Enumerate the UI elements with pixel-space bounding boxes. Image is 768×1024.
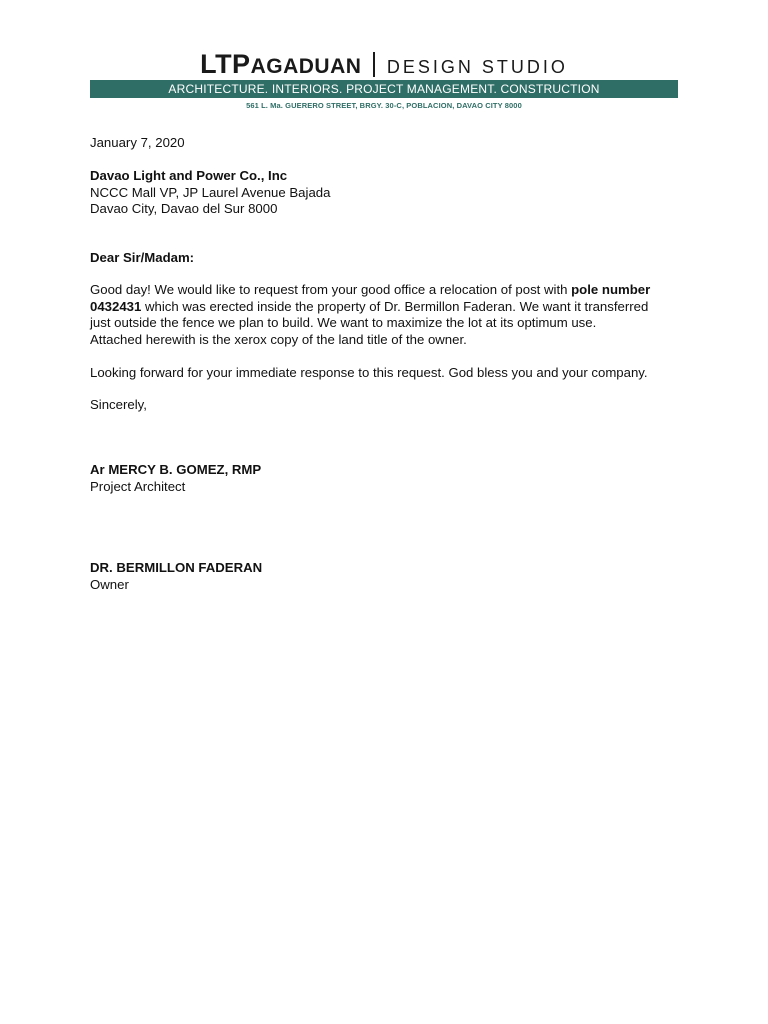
- paragraph-1-line-2: [90, 299, 690, 316]
- paragraph-1-line-3: just outside the fence we plan to build. We want to maximize the lot at its optimum use.: [90, 315, 597, 330]
- pole-number-label: pole number: [571, 282, 651, 297]
- signatory-1-title: Project Architect: [90, 478, 186, 494]
- signatory-2: [90, 560, 690, 593]
- paragraph-1-line-4: Attached herewith is the xerox copy of the land title of the owner.: [90, 331, 467, 347]
- paragraph-1: [90, 282, 690, 348]
- company-address: 561 L. Ma. GUERERO STREET, BRGY. 30-C, POBLACION, DAVAO CITY 8000: [246, 101, 522, 110]
- recipient-address-line-1: NCCC Mall VP, JP Laurel Avenue Bajada: [90, 184, 331, 200]
- paragraph-2-text: Looking forward for your immediate response to this request. God bless you and your company.: [90, 365, 648, 380]
- recipient-address-line-2: Davao City, Davao del Sur 8000: [90, 201, 278, 216]
- salutation-text: Dear Sir/Madam:: [90, 250, 195, 265]
- services-banner: ARCHITECTURE. INTERIORS. PROJECT MANAGEMENT. CONSTRUCTION: [90, 80, 678, 98]
- paragraph-2: [90, 365, 690, 382]
- pole-number-value: 0432431: [90, 298, 142, 314]
- closing: [90, 397, 690, 414]
- logo-divider: [373, 52, 375, 77]
- paragraph-1-text-b: which was erected inside the property of Dr. Bermillon Faderan. We want it transferred: [141, 298, 649, 314]
- logo-initials: LTP: [200, 49, 251, 79]
- letter-date: [90, 135, 690, 152]
- recipient-name: Davao Light and Power Co., Inc: [90, 168, 288, 183]
- signatory-1: [90, 462, 690, 495]
- paragraph-1-line-1: [90, 282, 690, 299]
- letterhead: [90, 48, 678, 110]
- signatory-2-name: DR. BERMILLON FADERAN: [90, 560, 263, 575]
- date-text: January 7, 2020: [90, 135, 185, 150]
- logo-name: AGADUAN: [250, 55, 362, 78]
- logo-studio: DESIGN STUDIO: [386, 57, 568, 77]
- signatory-2-title: Owner: [90, 576, 129, 592]
- recipient-block: [90, 168, 690, 218]
- salutation: [90, 250, 690, 267]
- company-logo: [90, 48, 678, 80]
- paragraph-1-text-a: Good day! We would like to request from your good office a relocation of post with: [90, 282, 572, 297]
- signatory-1-name: Ar MERCY B. GOMEZ, RMP: [90, 462, 262, 477]
- closing-text: Sincerely,: [90, 397, 147, 412]
